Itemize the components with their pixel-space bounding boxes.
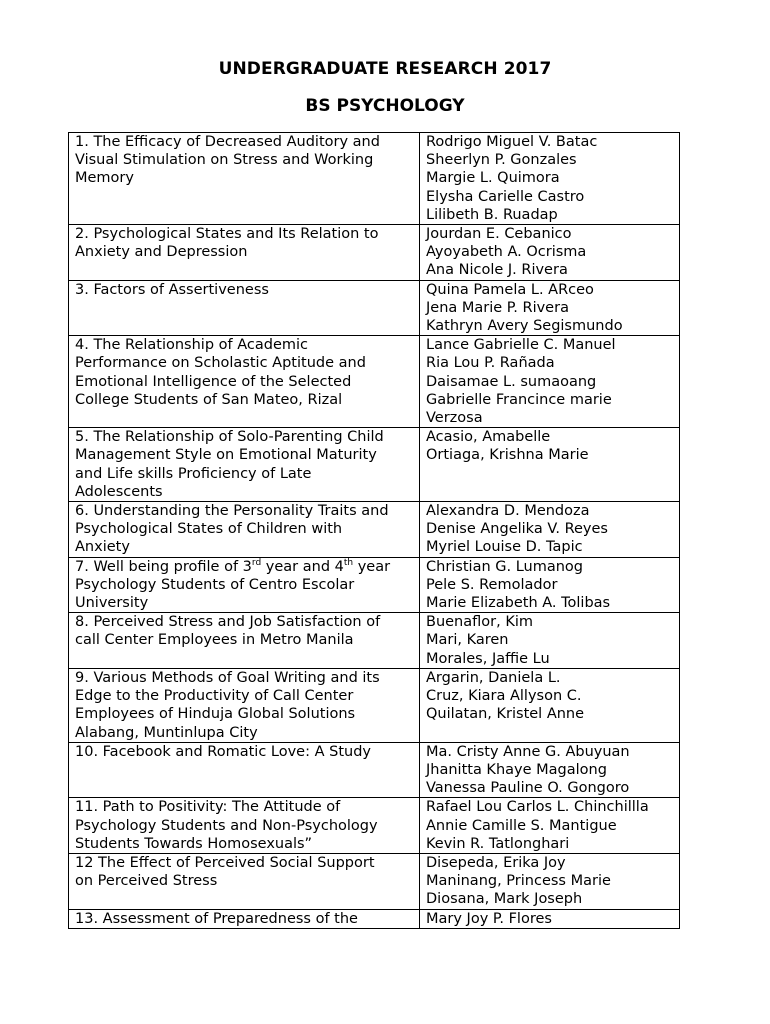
research-authors-cell (420, 742, 680, 798)
research-title-cell (69, 798, 420, 854)
research-title-line: and Life skills Proficiency of Late (75, 465, 312, 482)
research-title-line: Students Towards Homosexuals” (75, 835, 313, 852)
research-title-line: Psychological States of Children with (75, 521, 343, 538)
research-title-line: 9. Various Methods of Goal Writing and its (75, 669, 380, 686)
research-authors-cell (420, 557, 680, 613)
author-name: Marie Elizabeth A. Tolibas (426, 595, 611, 612)
research-title-cell (69, 280, 420, 336)
research-title-fragment: 7. Well being profile of 3 (75, 558, 252, 575)
research-title-fragment: year (353, 558, 391, 575)
ordinal-suffix: rd (251, 557, 262, 568)
table-row (69, 909, 680, 928)
author-name: Jourdan E. Cebanico (426, 226, 572, 243)
author-name: Denise Angelika V. Reyes (426, 521, 608, 538)
author-name: Maninang, Princess Marie (426, 873, 611, 890)
research-authors-cell (420, 909, 680, 928)
research-authors-cell (420, 853, 680, 909)
table-row (69, 336, 680, 428)
research-authors-cell (420, 798, 680, 854)
table-row (69, 428, 680, 502)
research-title-line: Psychology Students of Centro Escolar (75, 576, 355, 593)
author-name: Alexandra D. Mendoza (426, 503, 590, 520)
research-table-body (69, 133, 680, 929)
author-name: Lance Gabrielle C. Manuel (426, 337, 616, 354)
research-title-line: 4. The Relationship of Academic (75, 337, 308, 354)
author-name: Margie L. Quimora (426, 170, 560, 187)
research-title-line: Performance on Scholastic Aptitude and (75, 355, 366, 372)
research-title-cell (69, 502, 420, 558)
author-name: Elysha Carielle Castro (426, 188, 585, 205)
research-authors-cell (420, 133, 680, 225)
author-name: Mary Joy P. Flores (426, 910, 552, 927)
author-name: Pele S. Remolador (426, 576, 558, 593)
table-row (69, 853, 680, 909)
research-authors-cell (420, 280, 680, 336)
table-row (69, 280, 680, 336)
author-name: Ma. Cristy Anne G. Abuyuan (426, 743, 630, 760)
author-name: Sheerlyn P. Gonzales (426, 152, 577, 169)
research-title-line: Anxiety and Depression (75, 244, 248, 261)
page-subtitle: BS PSYCHOLOGY (305, 96, 465, 116)
research-authors-cell (420, 428, 680, 502)
author-name: Jena Marie P. Rivera (426, 299, 569, 316)
research-title-cell (69, 336, 420, 428)
author-name: Myriel Louise D. Tapic (426, 539, 583, 556)
research-title-cell (69, 853, 420, 909)
table-row (69, 613, 680, 669)
author-name: Acasio, Amabelle (426, 429, 551, 446)
author-name: Argarin, Daniela L. (426, 669, 561, 686)
author-name: Kathryn Avery Segismundo (426, 318, 623, 335)
author-name: Christian G. Lumanog (426, 558, 584, 575)
research-title-line: Edge to the Productivity of Call Center (75, 688, 354, 705)
research-title-line: Adolescents (75, 483, 163, 500)
author-name: Kevin R. Tatlonghari (426, 835, 570, 852)
research-title-cell (69, 668, 420, 742)
author-name: Ria Lou P. Rañada (426, 355, 555, 372)
author-name: Vanessa Pauline O. Gongoro (426, 780, 630, 797)
author-name: Disepeda, Erika Joy (426, 854, 566, 871)
table-row (69, 133, 680, 225)
research-title-line: 2. Psychological States and Its Relation to (75, 226, 379, 243)
research-title-cell (69, 557, 420, 613)
author-name: Verzosa (426, 410, 483, 427)
author-name: Ortiaga, Krishna Marie (426, 447, 589, 464)
research-authors-cell (420, 668, 680, 742)
research-authors-cell (420, 225, 680, 281)
research-title-line: Emotional Intelligence of the Selected (75, 373, 352, 390)
research-title-line: Employees of Hinduja Global Solutions (75, 706, 356, 723)
research-title-cell (69, 225, 420, 281)
author-name: Mari, Karen (426, 632, 509, 649)
author-name: Quina Pamela L. ARceo (426, 281, 594, 298)
research-title-line: 6. Understanding the Personality Traits and (75, 503, 389, 520)
research-title-line: Alabang, Muntinlupa City (75, 724, 258, 741)
author-name: Rodrigo Miguel V. Batac (426, 134, 598, 150)
research-authors-cell (420, 502, 680, 558)
ordinal-suffix: th (343, 557, 354, 568)
research-title-cell (69, 613, 420, 669)
research-title-cell (69, 742, 420, 798)
author-name: Ayoyabeth A. Ocrisma (426, 244, 587, 261)
research-title-line: Visual Stimulation on Stress and Working (75, 152, 374, 169)
table-row (69, 798, 680, 854)
table-row (69, 225, 680, 281)
research-title-line: Memory (75, 170, 134, 187)
research-title-line: Anxiety (75, 539, 130, 556)
research-title-line: Psychology Students and Non-Psychology (75, 817, 378, 834)
author-name: Jhanitta Khaye Magalong (426, 761, 607, 778)
research-title-line: College Students of San Mateo, Rizal (75, 391, 343, 408)
table-row (69, 668, 680, 742)
research-title-cell (69, 133, 420, 225)
research-authors-cell (420, 613, 680, 669)
table-row (69, 502, 680, 558)
research-title-line (75, 558, 414, 576)
author-name: Buenaflor, Kim (426, 614, 533, 631)
author-name: Quilatan, Kristel Anne (426, 706, 585, 723)
table-row (69, 742, 680, 798)
research-table (68, 132, 680, 929)
research-title-line: University (75, 595, 149, 612)
research-title-line: on Perceived Stress (75, 873, 218, 890)
research-title-line: call Center Employees in Metro Manila (75, 632, 354, 649)
page-title: UNDERGRADUATE RESEARCH 2017 (218, 59, 552, 79)
author-name: Morales, Jaffie Lu (426, 650, 550, 667)
author-name: Lilibeth B. Ruadap (426, 206, 558, 223)
research-title-line: 5. The Relationship of Solo-Parenting Child (75, 429, 384, 446)
research-title-line: 11. Path to Positivity: The Attitude of (75, 799, 341, 816)
research-authors-cell (420, 336, 680, 428)
research-title-cell (69, 428, 420, 502)
author-name: Gabrielle Francince marie (426, 391, 612, 408)
research-title-line: 13. Assessment of Preparedness of the (75, 910, 358, 927)
research-title-fragment: year and 4 (261, 558, 344, 575)
research-title-line: 10. Facebook and Romatic Love: A Study (75, 743, 371, 760)
research-title-line: Management Style on Emotional Maturity (75, 447, 377, 464)
research-title-line: 1. The Efficacy of Decreased Auditory and (75, 134, 380, 150)
table-row (69, 557, 680, 613)
author-name: Annie Camille S. Mantigue (426, 817, 617, 834)
author-name: Rafael Lou Carlos L. Chinchillla (426, 799, 649, 816)
author-name: Diosana, Mark Joseph (426, 891, 583, 908)
research-title-line: 8. Perceived Stress and Job Satisfaction of (75, 614, 381, 631)
research-title-line: 12 The Effect of Perceived Social Support (75, 854, 375, 871)
research-title-line: 3. Factors of Assertiveness (75, 281, 269, 298)
author-name: Daisamae L. sumaoang (426, 373, 597, 390)
author-name: Cruz, Kiara Allyson C. (426, 688, 582, 705)
author-name: Ana Nicole J. Rivera (426, 262, 568, 279)
research-title-cell (69, 909, 420, 928)
